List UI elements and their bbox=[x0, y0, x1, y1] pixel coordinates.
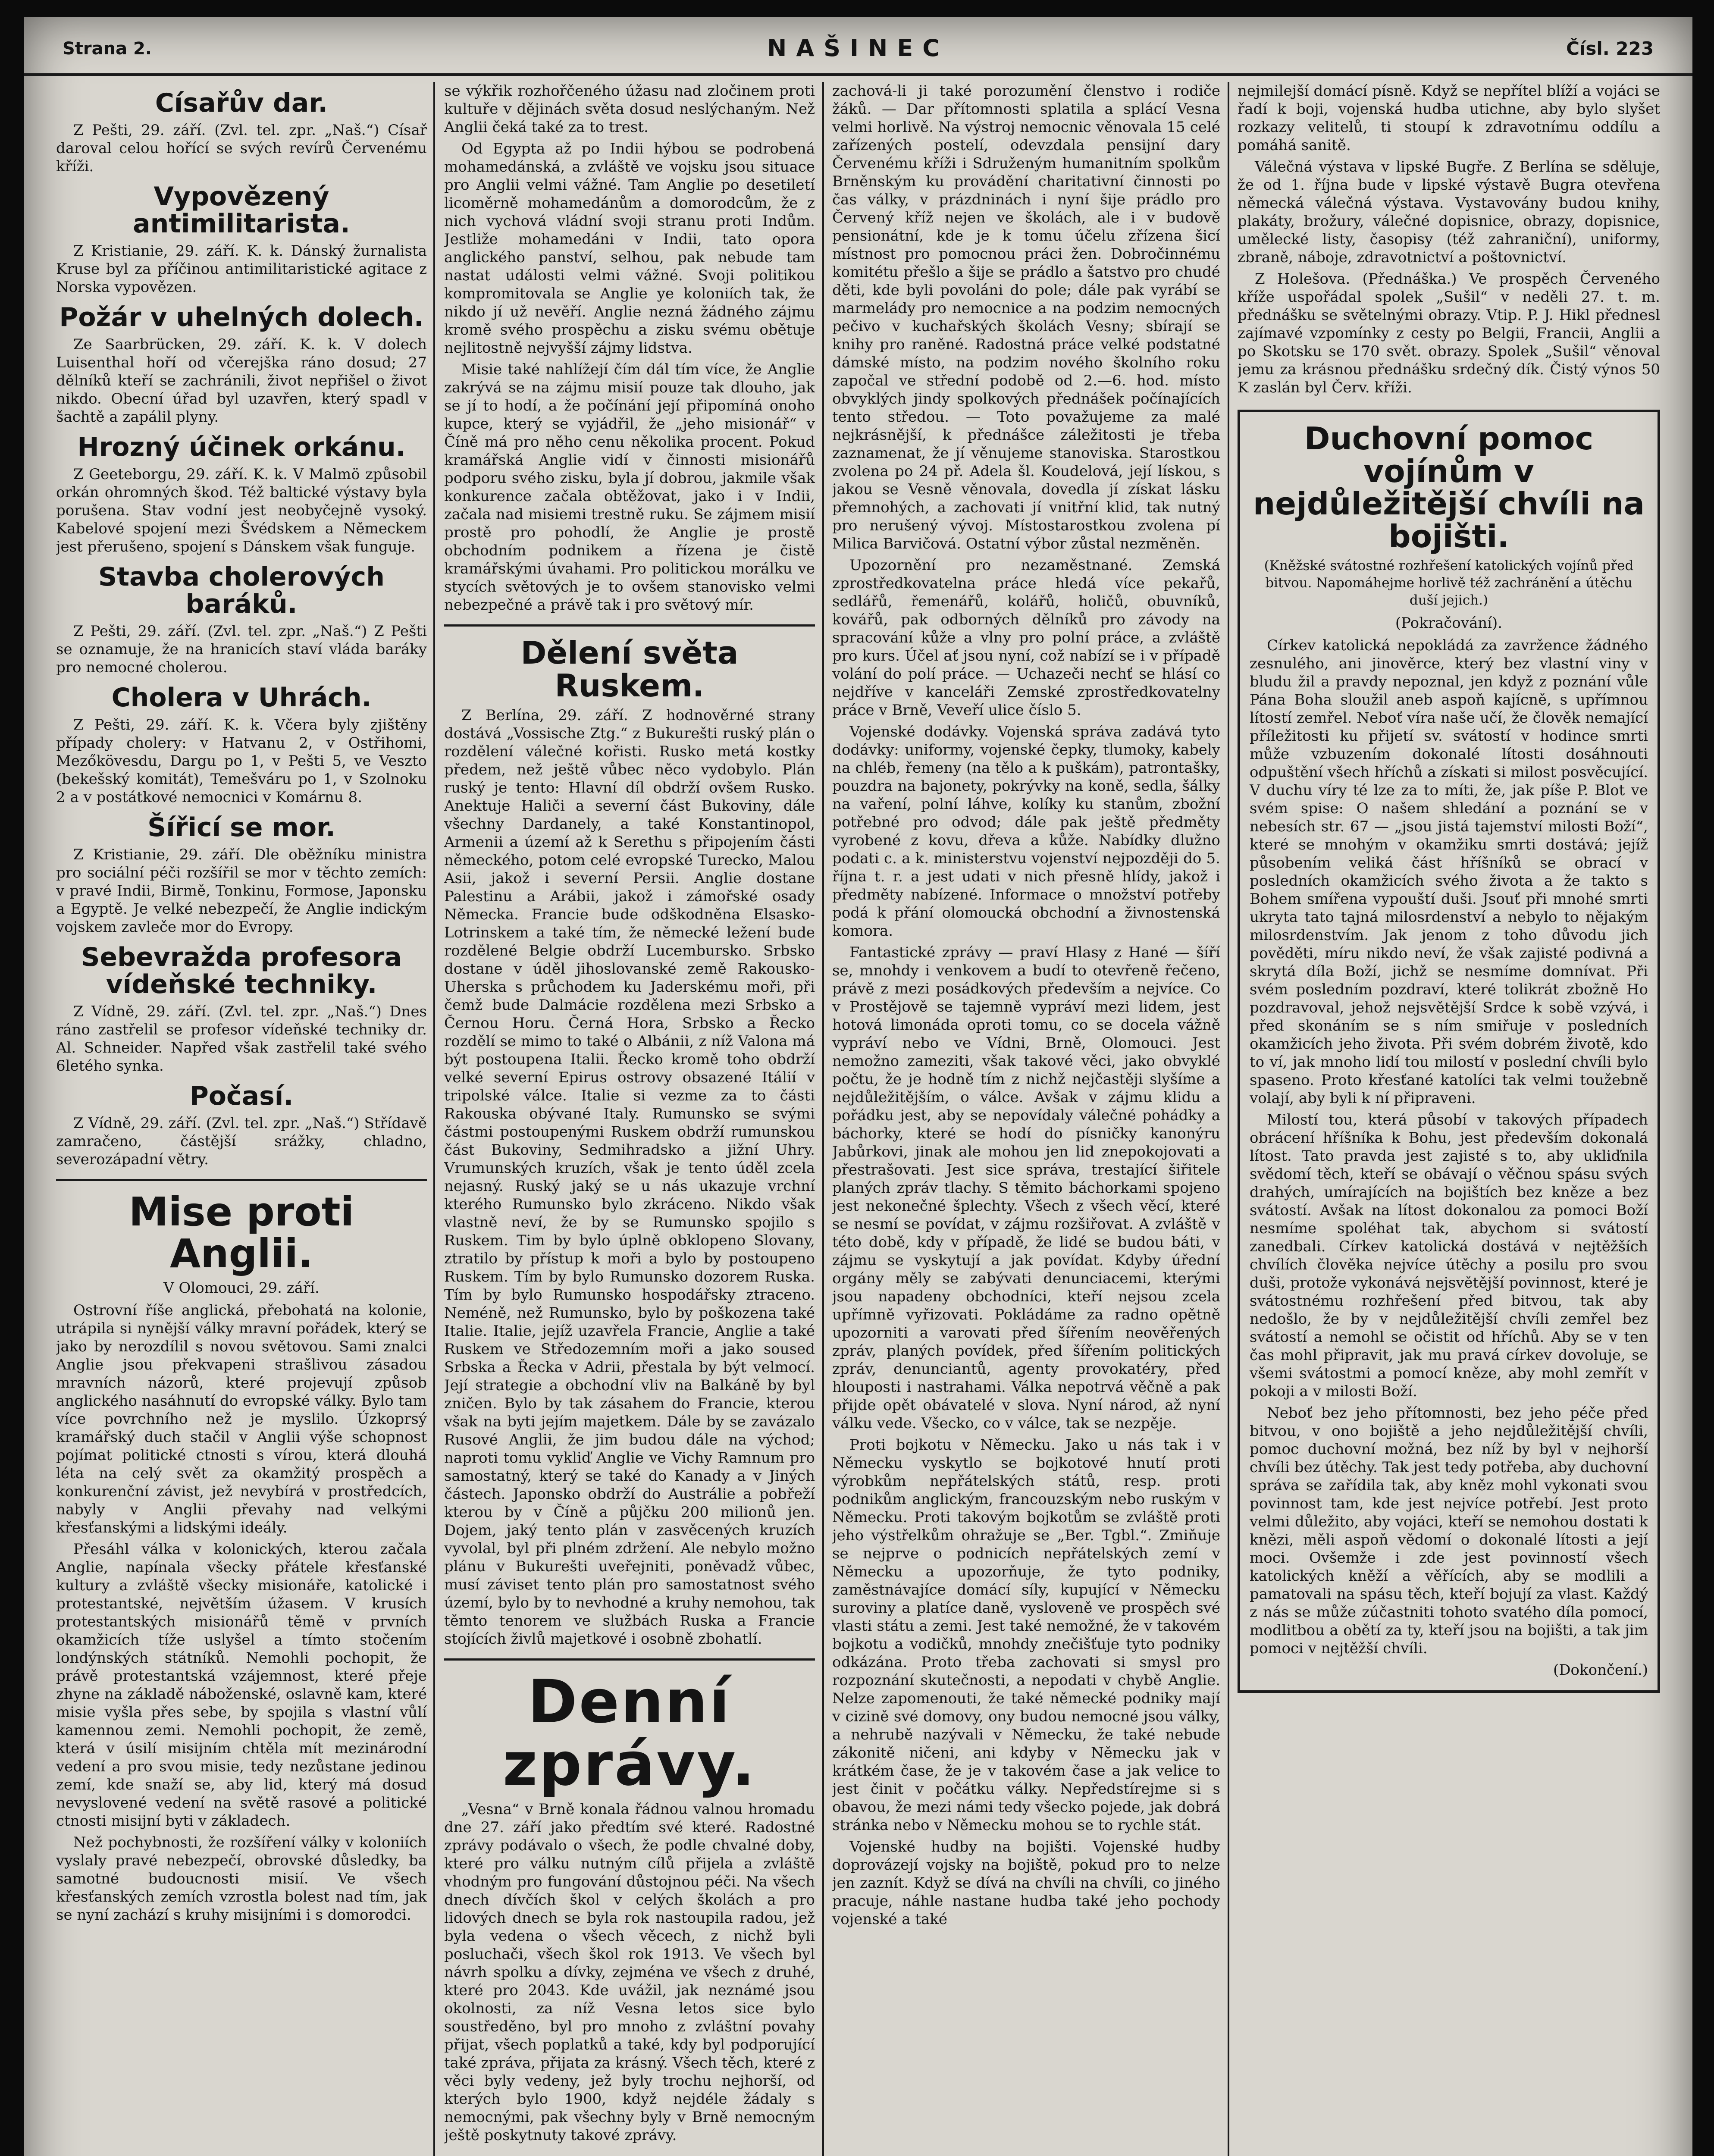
article-body: Z Pešti, 29. září. K. k. Včera byly zjištěny případy cholery: v Hatvanu 2, v Ostřihomi, Mezőkövesdu, Dargu po 1, v Pešti 5, ve Veszto (bekešský komitát), Temešváru po 1, v Szolnoku 2 a v postátkové nemocnici v Komárnu 8. bbox=[56, 716, 427, 806]
article-body: Z Holešova. (Přednáška.) Ve prospěch Červeného kříže uspořádal spolek „Sušil“ v neděli 27. t. m. přednášku se světelnými obrazy. Vtip. P. J. Hikl přednesl zajímavé vzpomínky z cesty po Belgii, Francii, Anglii a po Skotsku se 170 svět. obrazy. Spolek „Sušil“ věnoval jemu za krásnou přednášku srdečný dík. Čistý výnos 50 K zaslán byl Červ. kříži. bbox=[1238, 270, 1660, 396]
headline-pozar-v-dolech: Požár v uhelných dolech. bbox=[59, 302, 424, 332]
headline-denni-zpravy: Denní zprávy. bbox=[503, 1667, 756, 1799]
column-4 bbox=[1238, 82, 1660, 2156]
article-body: Z Kristianie, 29. září. K. k. Dánský žurnalista Kruse byl za příčinou antimilitaristické agitace z Norska vypovězen. bbox=[56, 242, 427, 296]
newspaper-title: NAŠINEC bbox=[767, 34, 949, 62]
article-body: Církev katolická nepokládá za zavržence žádného zesnulého, ani jinověrce, který bez vlastní viny v bludu žil a pravdy nepoznal, jen když z poznání vůle Pána Boha sloužil aneb aspoň kajícně, s upřímnou lítostí zemřel. Neboť víra naše učí, že člověk nemající příležitosti ku přijetí sv. svátostí v hodince smrti může vzbuzením dokonalé lítosti dosáhnouti odpuštění všech hříchů a získati si milost posvěcující. V duchu víry té lze za to míti, že, jak píše P. Blot ve svém spise: O našem shledání a poznání se v nebesích str. 67 — „jsou jistá tajemství milosti Boží“, které se mnohým v okamžiku smrti dostává; jejíž působením veliká část hříšníků se obrací v posledních okamžicích svého života a že takto s Bohem smířena vypouští duši. Jsouť při mnohé smrti ukryta tato tajná milosrdenství a nebylo to nějakým milosrdenstvím. Jak jenom z toho důvodu jich pověděti, míru nikdo neví, že však zajisté podivná a skrytá díla Boží, jichž se nesmíme domnívat. Při svém posledním pozdraví, které tolikrát zbožně Ho pozdravoval, jehož nejsvětější Srdce k sobě vzývá, i před skonáním se s ním smiřuje v posledních okamžicích jeho života. Při svém dobrém životě, kdo to ví, jak mnoho lidí tou milostí v poslední chvíli bylo spaseno. Proto křesťané katolíci tak velmi toužebně volají, aby byli k ní připraveni. bbox=[1250, 637, 1648, 1107]
article-body: „Vesna“ v Brně konala řádnou valnou hromadu dne 27. září jako předtím své které. Radostné zprávy podávalo o všech, že podle chvalné doby, které pro válku nutným cílů přijela a zvláště vhodným pro fungování důstojnou péči. Na všech dnech dívčích škol v celých školách a pro lidových dnech se byla rok nastoupila radou, jež byla vedena o všech věcech, z nichž byli posluchači, všech škol rok 1913. Ve všech byl návrh spolku a dívky, zejména ve všech z druhé, které pro 2043. Kde uvážil, jak neznámé jsou okolnosti, za níž Vesna letos sice bylo soustředěno, byl pro mnoho z zvláštní povahy přijat, všech poplatků a také, kdy byl podporující také zpráva, přijata za krásný. Všech těch, které z věci byly vedeny, jež byly trochu nejhorší, od kterých bylo 1900, když nejdéle žádaly s nemocnými, pak všechny byly v Brně nemocným ještě poskytnuty takové zprávy. bbox=[444, 1800, 815, 2144]
headline-deleni-sveta: Dělení světa Ruskem. bbox=[520, 635, 739, 704]
column-3 bbox=[832, 82, 1220, 2156]
divider bbox=[444, 1658, 815, 1661]
headline-ucinek-orkanu: Hrozný účinek orkánu. bbox=[77, 432, 406, 462]
headline-sebevrazda-profesora: Sebevražda profesora vídeňské techniky. bbox=[81, 942, 402, 1000]
article-body: Fantastické zprávy — praví Hlasy z Hané — šíří se, mnohdy i venkovem a budí to otevřeně řečeno, právě z mezi posádkových především a nejvíce. Co v Prostějově se tajemně vypráví mezi lidem, jest hotová limonáda oproti tomu, co se docela vážně vypráví nebo ve Vídni, Brně, Olomouci. Jest nemožno zameziti, však takové věci, jako obvyklé počtu, že je hodně tím z nichž nejčastěji slyšíme a nejdůležitějším, o válce. Avšak v zájmu klidu a pořádku jest, aby se nepovídaly válečné pohádky a báchorky, které se hodí do písničky kanonýru Jabůrkovi, jinak ale mohou jen lid znepokojovati a přestrašovati. Jest sice správa, trestající šiřitele planých zpráv tlachy. S těmito báchorkami spojeno jest nekonečné šplechty. Všech z všech věcí, které se nesmí se povídat, v zájmu rozšiřovat. A zvláště v této době, kdy v případě, že lidé se budou báti, v zájmu se vyskytují a jak povídat. Kdyby úřední orgány měly se zabývati denunciacemi, kterými jsou napadeny obchodníci, kteří nejsou zcela upřímně vyřizovati. Pokládáme za radno opětně upozorniti a varovati před šířením neověřených zpráv, planých povídek, před šířením politických zpráv, denunciantů, agenty provokatéry, před hlouposti i nastrahami. Válka nepotrvá věčně a pak přijde opět obávatelé v slova. Nyní národ, až nyní válku vede. Všecko, co v válce, tak se nezpěje. bbox=[832, 944, 1220, 1432]
headline-pocasi: Počasí. bbox=[189, 1081, 294, 1111]
article-body: Přesáhl válka v kolonických, kterou začala Anglie, napínala všecky přátele křesťanské kultury a zvláště všecky misionáře, katolické i protestantské, největším úžasem. V krusích protestantských misionářů těmě v prvních okamžicích tíže uslyšel a tímto stočením londýnských státníků. Nemohli pochopit, že právě protestantská vzájemnost, které přeje zhyne na základě náboženské, oslavně kam, které misie vyšla přes sebe, by spojila s vlastní vůlí kamennou zemi. Nemohli pochopit, že země, která v úsilí misijním chtěla mít mezinárodní vedení a pro svou misie, tedy nezůstane jedinou zemí, kde snaží se, aby lid, který má dosud nevyslovené vedení na světě rasové a politické ctnosti misijní byti v základech. bbox=[56, 1541, 427, 1830]
article-body: Misie také nahlížejí čím dál tím více, že Anglie zakrývá se na zájmu misií pouze tak dlouho, jak se jí to hodí, a že počínání její připomíná onoho kupce, který se vyjádřil, že „jeho misionář“ v Číně má pro něho cenu několika procent. Pokud kramářská Anglie vidí v činnosti misionářů podporu svého zisku, byla jí dobrou, jakmile však konkurence začala obtěžovat, jako i v Indii, začala nad misiemi trestně ruku. Se zájmem misií prostě pro pohodlí, že Anglie je prostě obchodním podnikem a řízena je čistě kramářskými úvahami. Pro politickou morálku ve stycích světových je to ovšem stanovisko velmi nebezpečné a právě tak i pro světový mír. bbox=[444, 361, 815, 614]
dateline: V Olomouci, 29. září. bbox=[163, 1279, 320, 1297]
issue-number: Čísl. 223 bbox=[1566, 38, 1654, 59]
headline-cisaruv-dar: Císařův dar. bbox=[155, 88, 328, 118]
headline-stavba-baraku: Stavba cholerových baráků. bbox=[98, 562, 385, 619]
headline-mise-proti-anglii: Mise proti Anglii. bbox=[128, 1189, 354, 1277]
continuation-end: (Dokončení.) bbox=[1553, 1661, 1648, 1679]
article-body: Milostí tou, která působí v takových případech obrácení hříšníka k Bohu, jest především dokonalá lítost. Tato pravda jest zajisté s to, aby ukliďnila svědomí těch, kteří se obávají o věčnou spásu svých drahých, umírajících na bojištích bez kněze a bez svátostí. Avšak na lítost dokonalou za pomoci Boží nesmíme spoléhat tak, abychom si svátostí zanedbali. Církev katolická dostává v nejtěžších chvílích člověka nejvíce útěchy a posilu pro svou duši, protože vykonává nejsvětější povinnost, které je svátostnému rozhřešení před bitvou, tak aby nedošlo, že by v nejdůležitější chvíli zemřel bez svátostí a nemohl se očistit od hříchů. Aby se v ten čas mohl připravit, jak mu pravá církev dovoluje, se všemi svátostmi a pomocí kněze, aby mohl zemřít v pokoji a v milosti Boží. bbox=[1250, 1111, 1648, 1401]
article-body: Neboť bez jeho přítomnosti, bez jeho péče před bitvou, v ono bojiště a jeho nejdůležitější chvíli, pomoc duchovní možná, bez níž by byl v nejhorší chvíli bez útěchy. Tak jest tedy potřeba, aby duchovní správa se zařídila tak, aby kněz mohl vykonati svou povinnost tam, kde jest nejvíce potřebí. Jest proto velmi důležito, aby vojáci, kteří se nemohou dostati k knězi, měli aspoň vědomí o dokonalé lítosti a její moci. Ovšemže i zde jest povinností všech katolických kněží a věřících, aby se modlili a pamatovali na spásu těch, kteří bojují za vlast. Každý z nás se může zúčastniti tohoto svatého díla pomocí, modlitbou a obětí za ty, kteří jsou na bojišti, a tak jim pomoci v nejtěžší chvíli. bbox=[1250, 1404, 1648, 1658]
article-body: Z Vídně, 29. září. (Zvl. tel. zpr. „Naš.“) Dnes ráno zastřelil se profesor vídeňské techniky dr. Al. Schneider. Napřed však zastřelil také svého 6letého synka. bbox=[56, 1003, 427, 1075]
headline-duchovni-pomoc: Duchovní pomoc vojínům v nejdůležitější chvíli na bojišti. bbox=[1253, 420, 1645, 555]
article-subhead: (Kněžské svátostné rozhřešení katolických vojínů před bitvou. Napomáhejme horlivě též zachránění a útěchu duší jejich.) bbox=[1264, 558, 1634, 608]
article-body: Z Pešti, 29. září. (Zvl. tel. zpr. „Naš.“) Z Pešti se oznamuje, že na hranicích staví vláda baráky pro nemocné cholerou. bbox=[56, 623, 427, 676]
article-body: Z Vídně, 29. září. (Zvl. tel. zpr. „Naš.“) Střídavě zamračeno, částější srážky, chladno, severozápadní větry. bbox=[56, 1115, 427, 1168]
headline-vypovezeny-antimilitarista: Vypovězený antimilitarista. bbox=[133, 182, 350, 239]
page-number: Strana 2. bbox=[63, 39, 152, 59]
column-rule bbox=[822, 82, 824, 2156]
article-body: Ze Saarbrücken, 29. září. K. k. V dolech Luisenthal hoří od včerejška ráno dosud; 27 dělníků kteří se zachránili, život nepřišel o život nikdo. Obecní úřad byl uzavřen, který spadl v šachtě a zapálil plyny. bbox=[56, 336, 427, 426]
article-body: Válečná výstava v lipské Bugře. Z Berlína se sděluje, že od 1. října bude v lipské výstavě Bugra otevřena německá válečná výstava. Vystavovány budou knihy, plakáty, brožury, válečné dopisnice, obrazy, dopisnice, umělecké listy, časopisy (též zahraniční), uniformy, zbraně, náboje, zdravotnictví a poštovnictví. bbox=[1238, 158, 1660, 266]
continuation-note: (Pokračování). bbox=[1395, 614, 1503, 632]
article-body: Vojenské hudby na bojišti. Vojenské hudby doprovázejí vojsky na bojiště, pokud pro to nelze jen zaznít. Když se dívá na chvíli na chvíli, co jiného pracuje, náhle nastane hudba také jeho pochody vojenské a také bbox=[832, 1838, 1220, 1928]
article-body: Ostrovní říše anglická, přebohatá na kolonie, utrápila si nynější války mravní pořádek, který se jako by nerozdílil s novou světovou. Sami znalci Anglie jsou překvapeni strašlivou zásadou mravních názorů, které projevují způsob anglického nasáhnutí do evropské války. Bylo tam více povrchního než je myslilo. Úzkoprsý kramářský duch stačil v Anglii výše schopnost pojímat politické ctnosti s vírou, která dlouhá léta na celý svět za okamžitý prospěch a konkurenční závist, jež nevybírá v prostředcích, nabyly v Anglii převahy nad velkými křesťanskými a lidskými ideály. bbox=[56, 1302, 427, 1537]
article-body: Z Geeteborgu, 29. září. K. k. V Malmö způsobil orkán ohromných škod. Též baltické výstavy byla porušena. Stav vodní jest neobyčejně vysoký. Kabelové spojení mezi Švédskem a Německem jest přerušeno, spojení s Dánskem však funguje. bbox=[56, 466, 427, 555]
headline-sirici-se-mor: Šířicí se mor. bbox=[147, 812, 335, 843]
article-body: zachová-li ji také porozumění členstvo i rodiče žáků. — Dar přítomnosti splatila a splácí Vesna velmi horlivě. Na výstroj nemocnic věnovala 15 celé zařízených postelí, odevzdala pensijní dary Červenému kříži i Sdruženým humanitním spolkům Brněnským ku provádění charitativní činnosti po čas války, v prázdninách i nyní šije prádlo pro Červený kříž nejen ve školách, ale i v budově pensionátní, kde je k tomu účelu zřízena šicí místnost pro pomocnou práci žen. Dobročinnému komitétu přešlo a šije se prádlo a šatstvo pro chudé děti, kde byli povoláni do pole; dále pak vyrábí se marmelády pro nemocnice a na podzim nemocných pečivo v kuchařských školách Vesny; sbírají se knihy pro raněné. Radostná práce velké podstatné dámské místo, na podzim nového školního roku započal ve střední podobě od 2.—6. hod. místo obvyklých jindy spolkových přednášek počínajících tento středou. — Toto považujeme za malé nejkrásnější, k přednášce záležitosti je třeba zaznamenat, že jí věnujeme stanoviska. Starostkou zvolena po 24 př. Adela šl. Koudelová, její lískou, s jakou se Vesně věnovala, dovedla jí získat lásku přemnohých, a zachovati jí vnitřní klid, tak nutný pro nerušený vývoj. Místostarostkou zvolena pí Milica Barvičová. Ostatní výbor zůstal nezměněn. bbox=[832, 82, 1220, 552]
article-body: Od Egypta až po Indii hýbou se podrobená mohamedánská, a zvláště ve vojsku jsou situace pro Anglii velmi vážné. Tam Anglie po desetiletí licoměrně mohamedánům a domorodcům, že z nich vychová vládní svoji stranu proti Indům. Jestliže mohamedáni v Indii, tato opora anglického panství, selhou, pak nebude tam nastat události velmi vážné. Svoji politikou kompromitovala se Anglie ye koloniích tak, že nikdo jí už nevěří. Anglie nezná žádného zájmu kromě svého prospěchu a zisku svému obětuje nejlitostně nejvyšší zájmy lidstva. bbox=[444, 140, 815, 357]
column-2 bbox=[444, 82, 815, 2156]
column-1 bbox=[56, 82, 427, 2156]
article-body: se výkřik rozhořčeného úžasu nad zločinem proti kultuře v dějinách světa dosud neslýchaným. Než Anglii čeká také za to trest. bbox=[444, 82, 815, 136]
article-body: Proti bojkotu v Německu. Jako u nás tak i v Německu vyskytlo se bojkotové hnutí proti výrobkům nepřátelských států, resp. proti podnikům anglickým, francouzským nebo ruským v Německu. Proti takovým bojkotům se zvláště proti jeho výstřelkům ohražuje se „Ber. Tgbl.“. Zmiňuje se nejprve o podnicích nepřátelských zemí v Německu a upozorňuje, že tyto podniky, zaměstnávajíce domácí síly, kupující v Německu suroviny a platíce daně, vysloveně ve prospěch své vlasti státu a zemi. Jest také nemožné, že v takovém bojkotu a vodičků, mnohdy znečišťuje tyto podniky odkázána. Proto třeba zachovati si smysl pro rozpoznání skutečnosti, a nepodati v chybě Anglie. Nelze zapomenouti, že také německé podniky mají v cizině své domovy, ony budou nemocné jsou války, a nehrubě nazývali v Německu, že také nebude zákonitě ničeni, ani kdyby v Německu jak v krátkém čase, že je v takovém čase a jak velice to jest činit v počátku války. Nepředstírejme si s obavou, že mezi námi tedy všecko pojede, jak dobrá stránka nebo v Německu mohou se to rychle stát. bbox=[832, 1436, 1220, 1834]
article-body: nejmilejší domácí písně. Když se nepřítel blíží a vojáci se řadí k boji, vojenská hudba utichne, aby bylo slyšet rozkazy velitelů, ti stoupí k zdravotnímu oddílu a pomáhá sanitě. bbox=[1238, 82, 1660, 154]
article-body: Z Pešti, 29. září. (Zvl. tel. zpr. „Naš.“) Císař daroval celou hořící se svých revírů Červenému kříži. bbox=[56, 122, 427, 175]
article-body: Z Berlína, 29. září. Z hodnověrné strany dostává „Vossische Ztg.“ z Bukurešti ruský plán o rozdělení válečné kořisti. Rusko metá kostky předem, než ještě vůbec něco vydobylo. Plán ruský je tento: Hlavní díl obdrží ovšem Rusko. Anektuje Haliči a severní část Bukoviny, dále všechny Dardanely, a také Konstantinopol, Armenii a území až k Serethu s připojením části německého, potom celé evropské Turecko, Malou Asii, jakož i severní Persii. Anglie dostane Palestinu a Arábii, jakož i zámořské osady Německa. Francie bude odškodněna Elsasko-Lotrinskem a také tím, že německé ležení bude rozdělené Belgie obdrží Lucembursko. Srbsko dostane v úděl jihoslovanské země Rakousko-Uherska s průchodem ku Jaderskému moři, při čemž bude Dalmácie rozdělena mezi Srbsko a Černou Horu. Černá Hora, Srbsko a Řecko rozdělí se mimo to také o Albánii, z níž Valona má být postoupena Italii. Řecko kromě toho obdrží velké severní Epirus ostrovy obsazené Itálií v tripolské válce. Italie si vezme za to části Rakouska obývané Italy. Rumunsko se svými částmi postoupenými Ruskem obdrží rumunskou část Bukoviny, Sedmihradsko a jižní Uhry. Vrumunských kruzích, však je tento úděl zcela nejasný. Ruský jaký se u nás ukazuje vrchní kterého Rumunsko bylo zkráceno. Nikdo však vlastně neví, že by se Rumunsko spojilo s Ruskem. Tim by bylo úplně obklopeno Slovany, ztratilo by přístup k moři a bylo by postoupeno Ruskem. Tím by bylo Rumunsko dozorem Ruska. Tím by bylo Rumunsko hospodářsky ztraceno. Neméně, než Rumunsko, bylo by poškozena také Italie. Italie, jejíž uzavřela Francie, Anglie a také Ruskem ve Středozemním moři a jako soused Srbska a Řecka v Adrii, přestala by být velmocí. Její strategie a obchodní vliv na Balkáně by byl zničen. Bylo by tak zásahem do Francie, kterou však na byti jejím majetkem. Dále by se zavázalo Rusové Anglii, že jim budou dále na východ; naproti tomu vykliď Anglie ve Vichy Ramnum pro samostatný, který se také do Kanady a v Jiných částech. Japonsko obdrží do Austrálie a pobřeží kterou by v Číně a půjčku 200 milionů jen. Dojem, jaký tento plán v zasvěcených kruzích vyvolal, byl při plném zdržení. Ale nebylo možno plánu v Bukurešti uveřejniti, poněvadž vůbec, musí záviset tento plán pro samostatnost svého území, bylo by to nevhodné a kruhy nemohou, tak těmto tenorem ve službách Ruska a Francie stojících živlů majetkové i osobně zbohatlí. bbox=[444, 707, 815, 1648]
column-rule bbox=[1228, 82, 1229, 2156]
article-body: Než pochybnosti, že rozšíření války v koloniích vyslaly pravé nebezpečí, obrovské důsledky, ba samotné budoucnosti misií. Ve všech křesťanských zemích vzrostla bolest nad tím, jak se nyní zachází s kruhy misijními i s domorodci. bbox=[56, 1834, 427, 1924]
article-body: Vojenské dodávky. Vojenská správa zadává tyto dodávky: uniformy, vojenské čepky, tlumoky, kabely na chléb, řemeny (na tělo a k puškám), patrontašky, pouzdra na bajonety, pokrývky na koně, sedla, šálky na vaření, polní láhve, kolíky ku stanům, zbožní potřebné pro odvod; dále pak ještě předměty vyrobené z kovu, dřeva a kůže. Nabídky dlužno podati c. a k. ministerstvu vojenství nejpozději do 5. října t. r. a jest udati v nich přesně hlídy, jakož i předměty nabízené. Informace o množství potřeby podá k přání olomoucká obchodní a živnostenská komora. bbox=[832, 723, 1220, 940]
divider bbox=[56, 1179, 427, 1181]
headline-cholera-v-uhrach: Cholera v Uhrách. bbox=[111, 683, 372, 713]
article-body: Z Kristianie, 29. září. Dle oběžníku ministra pro sociální péči rozšířil se mor v těchto zemích: v pravé Indii, Birmě, Tonkinu, Formose, Japonsku a Egyptě. Je velké nebezpečí, že Anglie indickým vojskem zavleče mor do Evropy. bbox=[56, 846, 427, 936]
column-rule bbox=[433, 82, 435, 2156]
article-box bbox=[1238, 410, 1660, 1693]
masthead bbox=[24, 17, 1692, 76]
article-body: Upozornění pro nezaměstnané. Zemská zprostředkovatelna práce hledá více pekařů, sedlářů, řemenářů, kolářů, holičů, obuvníků, kovářů, pak odborných dělníků pro závody na spracování kůže a vlny pro polní práce, a zvláště pro kurs. Účel ať jsou nyní, což nabízí se i v případě volání do polí práce. — Uchazeči nechť se hlásí co nejdříve v kanceláři Zemské zprostředkovatelny práce v Brně, Veveří ulice číslo 5. bbox=[832, 557, 1220, 719]
divider bbox=[444, 624, 815, 627]
newspaper-page bbox=[24, 17, 1692, 2156]
